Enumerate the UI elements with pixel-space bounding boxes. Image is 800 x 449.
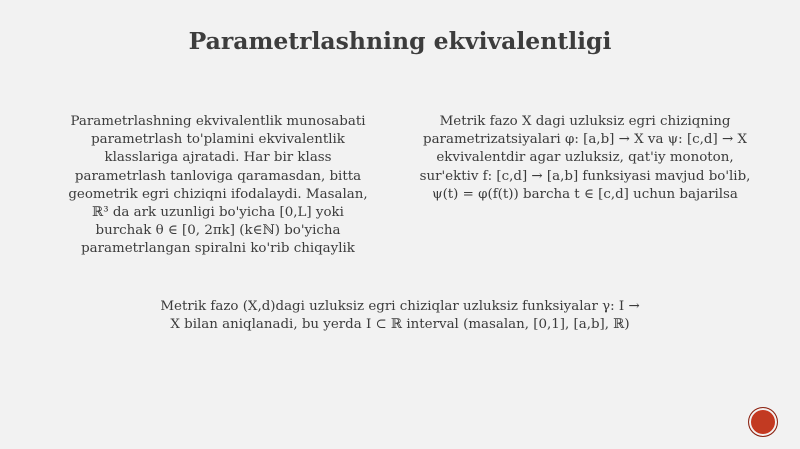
right-paragraph: Metrik fazo X dagi uzluksiz egri chiziqning parametrizatsiyalari φ: [a,b] → X va ψ: [c,d] → X ekvivalentdir agar uzluksiz, qat'iy monoton, sur'ektiv f: [c,d] → [a,b] funksiyasi mavjud bo'lib, ψ(t) = φ(f(t)) barcha t ∈ [c,d] uchun bajarilsa — [419, 114, 751, 202]
left-paragraph: Parametrlashning ekvivalentlik munosabati parametrlash to'plamini ekvivalentlik klasslariga ajratadi. Har bir klass parametrlash tanloviga qaramasdan, bitta geometrik egri chiziqni ifodalaydi. Masalan, ℝ³ da ark uzunligi bo'yicha [0,L] yoki burchak θ ∈ [0, 2πk] (k∈ℕ) bo'yicha parametrlangan spiralni ko'rib chiqaylik — [68, 114, 368, 257]
slide-title: Parametrlashning ekvivalentligi — [188, 27, 612, 55]
bottom-paragraph: Metrik fazo (X,d)dagi uzluksiz egri chiziqlar uzluksiz funksiyalar γ: I → X bilan aniqlanadi, bu yerda I ⊂ ℝ interval (masalan, [0,1], [a,b], ℝ) — [160, 299, 640, 333]
next-slide-button[interactable] — [748, 407, 778, 437]
circle-icon — [752, 411, 774, 433]
